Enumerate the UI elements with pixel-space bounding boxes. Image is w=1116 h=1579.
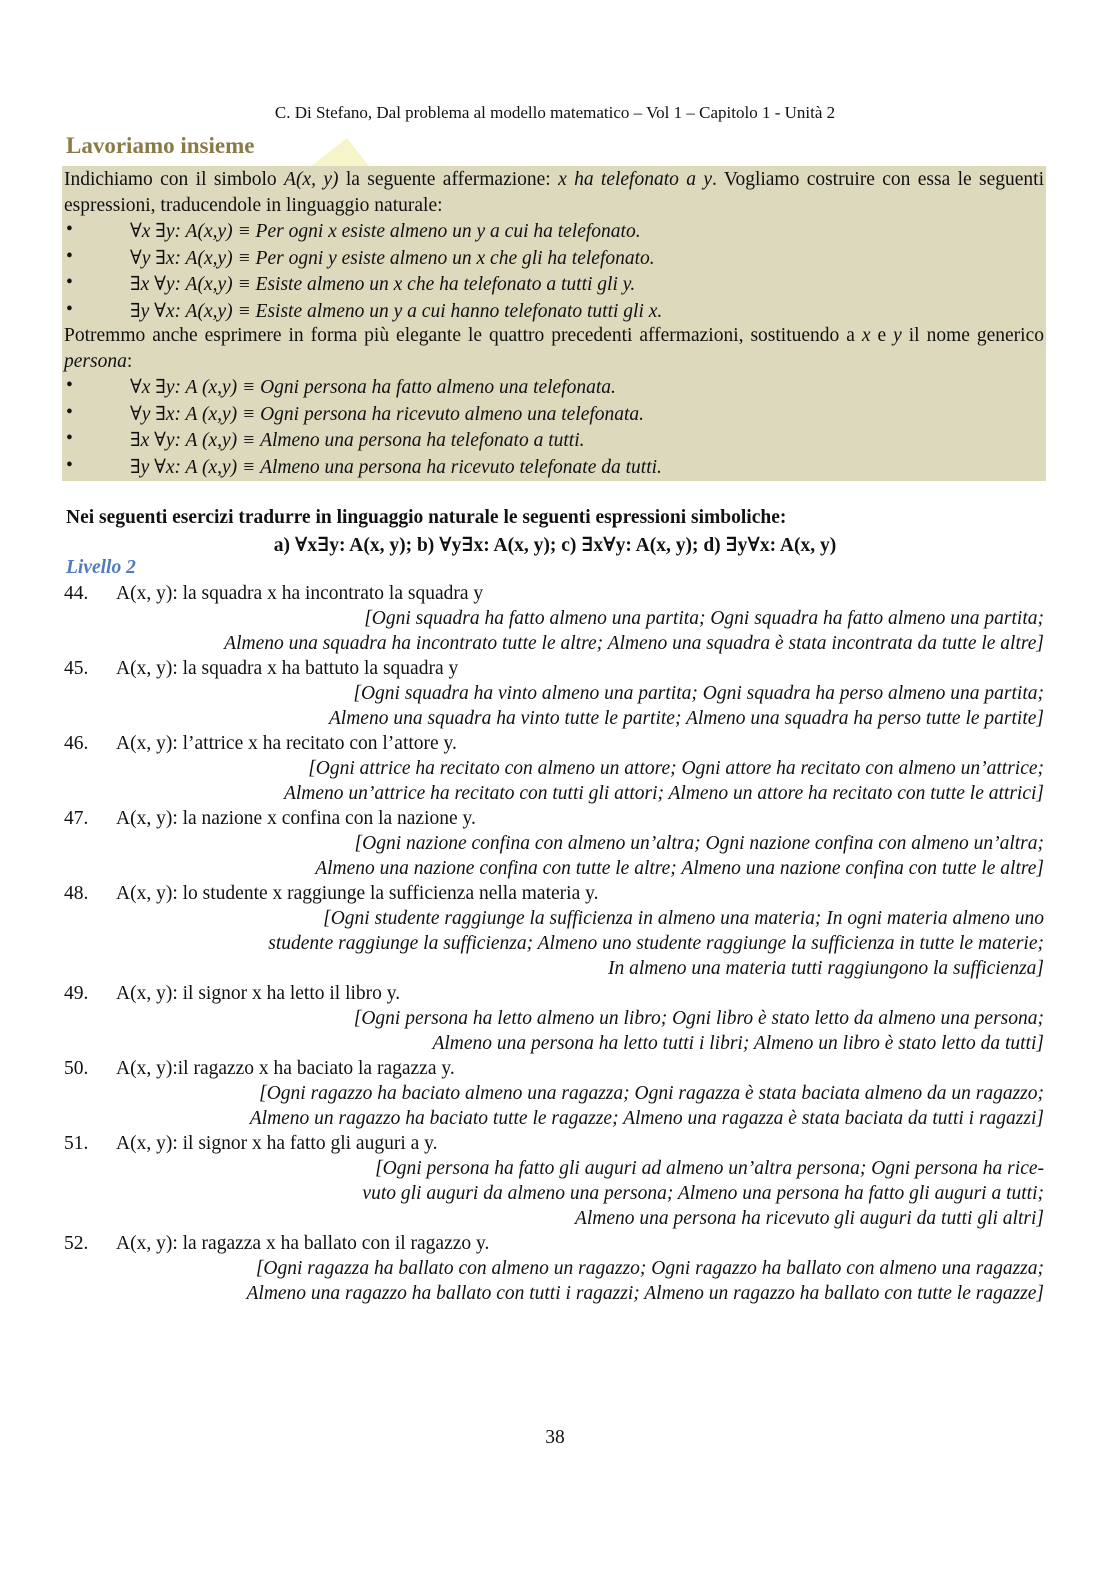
exercise-answer-line: [Ogni squadra ha fatto almeno una partita; Ogni squadra ha fatto almeno una partita; <box>364 608 1044 629</box>
exercise-answer-line: studente raggiunge la sufficienza; Almeno uno studente raggiunge la sufficienza in tutte le materie; <box>268 933 1044 954</box>
exercise-statement: 48. A(x, y): lo studente x raggiunge la sufficienza nella materia y. <box>64 883 599 904</box>
exercise-list <box>64 581 1044 1306</box>
exercise-answer-line: [Ogni ragazzo ha baciato almeno una ragazza; Ogni ragazza è stata baciata almeno da un ragazzo; <box>259 1083 1044 1104</box>
list-item: • ∀x ∃y: A(x,y) ≡ Per ogni x esiste almeno un y a cui ha telefonato. <box>66 219 641 242</box>
exercise-answer-line: [Ogni ragazza ha ballato con almeno un ragazzo; Ogni ragazzo ha ballato con almeno una ragazza; <box>255 1258 1044 1279</box>
exercise-item <box>64 581 1044 656</box>
exercise-item <box>64 1131 1044 1231</box>
exercise-item <box>64 656 1044 731</box>
exercise-statement: 46. A(x, y): l’attrice x ha recitato con l’attore y. <box>64 733 457 754</box>
list-item: • ∀y ∃x: A(x,y) ≡ Per ogni y esiste almeno un x che gli ha telefonato. <box>66 245 655 269</box>
exercise-answer-line: Almeno una squadra ha incontrato tutte le altre; Almeno una squadra è stata incontrata da tutte le altre] <box>224 633 1044 654</box>
intro-paragraph: Indichiamo con il simbolo A(x, y) la seguente affermazione: x ha telefonato a y. Vogliamo costruire con essa le seguenti espressioni, traducendole in linguaggio naturale: <box>64 169 1045 216</box>
exercise-statement: 47. A(x, y): la nazione x confina con la nazione y. <box>64 808 476 829</box>
middle-paragraph: Potremmo anche esprimere in forma più elegante le quattro precedenti affermazioni, sostituendo a x e y il nome generico persona: <box>64 325 1044 372</box>
exercise-answer-line: In almeno una materia tutti raggiungono la sufficienza] <box>607 958 1044 979</box>
level-label: Livello 2 <box>66 557 136 578</box>
exercise-answer-line: Almeno una persona ha ricevuto gli auguri da tutti gli altri] <box>574 1208 1044 1229</box>
bullet-dot-icon: • <box>66 454 73 476</box>
bullet-dot-icon: • <box>66 298 73 320</box>
exercise-answer-line: Almeno una ragazzo ha ballato con tutti i ragazzi; Almeno un ragazzo ha ballato con tutte le ragazze] <box>246 1283 1044 1304</box>
exercise-item <box>64 1231 1044 1306</box>
exercise-item <box>64 1056 1044 1131</box>
exercise-answer-line: [Ogni squadra ha vinto almeno una partita; Ogni squadra ha perso almeno una partita; <box>353 683 1044 704</box>
exercise-answer-line: vuto gli auguri da almeno una persona; Almeno una persona ha fatto gli auguri a tutti; <box>362 1183 1044 1204</box>
exercise-statement: 52. A(x, y): la ragazza x ha ballato con il ragazzo y. <box>64 1233 490 1254</box>
exercise-answer-line: [Ogni nazione confina con almeno un’altra; Ogni nazione confina con almeno un’altra; <box>354 833 1044 854</box>
exercise-item <box>64 981 1044 1056</box>
exercise-answer-line: [Ogni attrice ha recitato con almeno un attore; Ogni attore ha recitato con almeno un’attrice; <box>308 758 1044 779</box>
list-item: • ∃x ∀y: A(x,y) ≡ Esiste almeno un x che ha telefonato a tutti gli y. <box>66 272 636 295</box>
exercise-item <box>64 806 1044 881</box>
bullet-dot-icon: • <box>66 401 73 423</box>
exercise-statement: 45. A(x, y): la squadra x ha battuto la squadra y <box>64 658 459 679</box>
page-number: 38 <box>545 1427 565 1448</box>
exercise-answer-line: [Ogni persona ha letto almeno un libro; Ogni libro è stato letto da almeno una persona; <box>353 1008 1044 1029</box>
exercise-statement: 51. A(x, y): il signor x ha fatto gli auguri a y. <box>64 1133 438 1154</box>
exercise-answer-line: Almeno una nazione confina con tutte le altre; Almeno una nazione confina con tutte le altre] <box>315 858 1044 879</box>
bullet-dot-icon: • <box>66 428 73 449</box>
exercise-statement: 44. A(x, y): la squadra x ha incontrato la squadra y <box>64 583 484 604</box>
list-item: • ∃x ∀y: A (x,y) ≡ Almeno una persona ha telefonato a tutti. <box>66 428 585 451</box>
bullet-dot-icon: • <box>66 245 73 267</box>
list-item: • ∀x ∃y: A (x,y) ≡ Ogni persona ha fatto almeno una telefonata. <box>66 375 616 398</box>
section-title: Lavoriamo insieme <box>66 133 255 158</box>
bullet-dot-icon: • <box>66 272 73 293</box>
exercise-answer-line: Almeno un’attrice ha recitato con tutti gli attori; Almeno un attore ha recitato con tutte le attrici] <box>283 783 1044 804</box>
list-item: • ∀y ∃x: A (x,y) ≡ Ogni persona ha ricevuto almeno una telefonata. <box>66 401 645 425</box>
exercises-title: Nei seguenti esercizi tradurre in linguaggio naturale le seguenti espressioni simboliche: <box>66 507 787 528</box>
bullet-list-formulas <box>64 219 1044 325</box>
exercise-statement: 49. A(x, y): il signor x ha letto il libro y. <box>64 983 401 1004</box>
list-item: • ∃y ∀x: A(x,y) ≡ Esiste almeno un y a cui hanno telefonato tutti gli x. <box>66 298 663 322</box>
bullet-dot-icon: • <box>66 375 73 396</box>
list-item: • ∃y ∀x: A (x,y) ≡ Almeno una persona ha ricevuto telefonate da tutti. <box>66 454 662 478</box>
page-header: C. Di Stefano, Dal problema al modello matematico – Vol 1 – Capitolo 1 - Unità 2 <box>274 103 836 122</box>
exercise-answer-line: Almeno una squadra ha vinto tutte le partite; Almeno una squadra ha perso tutte le partite] <box>328 708 1044 729</box>
exercise-item <box>64 881 1044 981</box>
exercise-answer-line: [Ogni studente raggiunge la sufficienza in almeno una materia; In ogni materia almeno uno <box>323 908 1044 929</box>
bullet-dot-icon: • <box>66 219 73 240</box>
exercise-answer-line: Almeno una persona ha letto tutti i libri; Almeno un libro è stato letto da tutti] <box>432 1033 1044 1054</box>
exercise-answer-line: Almeno un ragazzo ha baciato tutte le ragazze; Almeno una ragazza è stata baciata da tutti i ragazzi] <box>249 1108 1044 1129</box>
exercises-formulas: a) ∀x∃y: A(x, y); b) ∀y∃x: A(x, y); c) ∃x∀y: A(x, y); d) ∃y∀x: A(x, y) <box>273 535 837 556</box>
bullet-list-persona <box>64 375 1044 481</box>
exercise-answer-line: [Ogni persona ha fatto gli auguri ad almeno un’altra persona; Ogni persona ha rice- <box>375 1158 1044 1179</box>
exercise-item <box>64 731 1044 806</box>
exercise-statement: 50. A(x, y):il ragazzo x ha baciato la ragazza y. <box>64 1058 455 1079</box>
